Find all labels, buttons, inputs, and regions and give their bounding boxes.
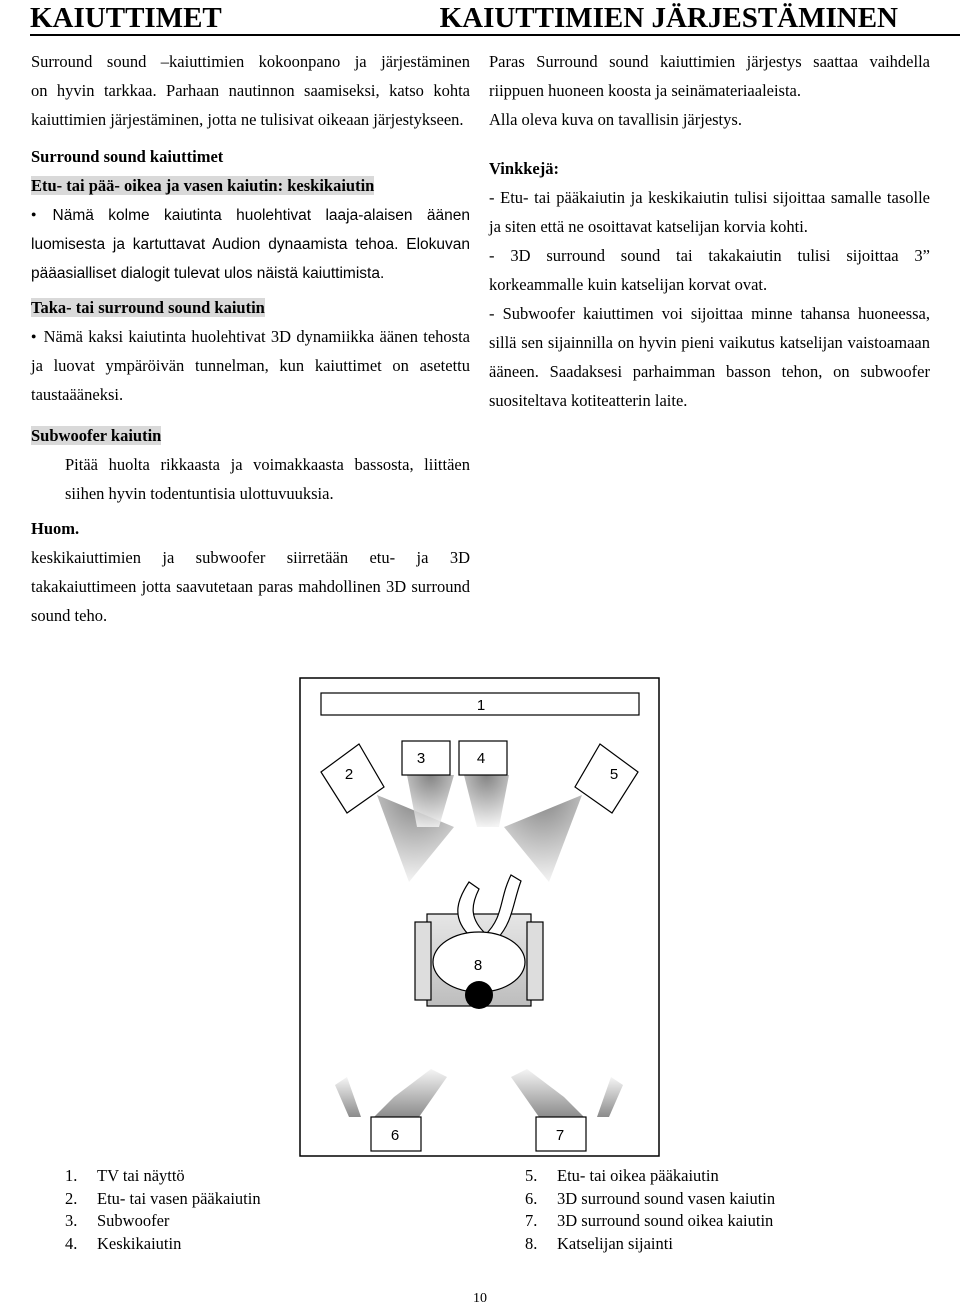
legend-item: 5. Etu- tai oikea pääkaiutin xyxy=(525,1166,719,1185)
label-4: 4 xyxy=(476,750,486,767)
label-8: 8 xyxy=(473,957,483,974)
legend-item: 4. Keskikaiutin xyxy=(65,1233,182,1253)
label-6: 6 xyxy=(390,1127,400,1144)
legend-item: 6. 3D surround sound vasen kaiutin xyxy=(525,1188,776,1208)
label-2: 2 xyxy=(344,766,354,783)
left-header-title: KAIUTTIMET xyxy=(30,2,222,34)
right-column xyxy=(489,47,930,415)
section2-title: Taka- tai surround sound kaiutin xyxy=(31,298,265,317)
section1-title: Surround sound kaiuttimet xyxy=(31,147,224,166)
legend-left xyxy=(65,1165,261,1255)
label-5: 5 xyxy=(609,766,619,783)
left-column xyxy=(31,47,470,630)
section1-subtitle: Etu- tai pää- oikea ja vasen kaiutin: keskikaiutin xyxy=(31,176,375,195)
note-text: keskikaiuttimien ja subwoofer siirretään etu- ja 3D takakaiuttimeen jotta saavutetaan paras mahdollinen 3D surround sound teho. xyxy=(31,548,470,625)
section2-text: ● Nämä kaksi kaiutinta huolehtivat 3D dynamiikka äänen tehosta ja luovat ympäröivän tunnelman, kun kaiuttimet on asetettu taustaääneksi. xyxy=(31,322,470,409)
section3-text: Pitää huolta rikkaasta ja voimakkaasta bassosta, liittäen siihen hyvin todentuntisia ulottuvuuksia. xyxy=(65,455,470,503)
legend-item: 2. Etu- tai vasen pääkaiutin xyxy=(65,1188,261,1208)
legend-item: 1. TV tai näyttö xyxy=(65,1166,185,1185)
tip-3: - Subwoofer kaiuttimen voi sijoittaa minne tahansa huoneessa, sillä sen sijainnilla on hyvin pieni vaikutus katselijan vaistoamaan ääneen. Saadaksesi parhaimman basson tehon, on subwoofer suositeltava kotiteatterin laite. xyxy=(489,304,930,410)
section3-title: Subwoofer kaiutin xyxy=(31,426,162,445)
section1-text: ● Nämä kolme kaiutinta huolehtivat laaja-alaisen äänen luomisesta ja kartuttavat Audion dynaamista tehoa. Elokuvan pääasialliset dialogit tulevat ulos näistä kaiuttimista. xyxy=(31,200,470,288)
right-header-title: KAIUTTIMIEN JÄRJESTÄMINEN xyxy=(439,2,898,34)
right-intro-last: Alla oleva kuva on tavallisin järjestys. xyxy=(489,110,742,129)
page-number: 10 xyxy=(473,1291,487,1306)
tips-title: Vinkkejä: xyxy=(489,159,559,178)
intro-paragraph: on hyvin tarkkaa. Parhaan nautinnon saamiseksi, katso kohta kaiuttimien järjestäminen, jotta ne tulisivat oikeaan järjestykseen. xyxy=(31,81,470,129)
note-title: Huom. xyxy=(31,519,80,538)
legend-item: 8. Katselijan sijainti xyxy=(525,1233,673,1253)
legend-item: 7. 3D surround sound oikea kaiutin xyxy=(525,1211,774,1230)
header-rule xyxy=(30,34,960,36)
legend-right xyxy=(525,1165,775,1255)
tip-2: - 3D surround sound tai takakaiutin tulisi sijoittaa 3” korkeammalle kuin katselijan korvat ovat. xyxy=(489,246,930,294)
label-3: 3 xyxy=(416,750,426,767)
tip-1: - Etu- tai pääkaiutin ja keskikaiutin tulisi sijoittaa samalle tasolle ja siten että ne osoittavat katselijan korvia kohti. xyxy=(489,188,930,236)
legend-item: 3. Subwoofer xyxy=(65,1211,170,1230)
label-7: 7 xyxy=(555,1127,565,1144)
speaker-layout-diagram xyxy=(299,677,660,1157)
tv-screen xyxy=(321,693,639,715)
intro-line1: Surround sound –kaiuttimien kokoonpano ja järjestäminen xyxy=(31,52,470,71)
right-intro-text: Paras Surround sound kaiuttimien järjestys saattaa vaihdella riippuen huoneen koosta ja seinämateriaaleista. xyxy=(489,52,930,100)
label-1: 1 xyxy=(476,697,486,714)
